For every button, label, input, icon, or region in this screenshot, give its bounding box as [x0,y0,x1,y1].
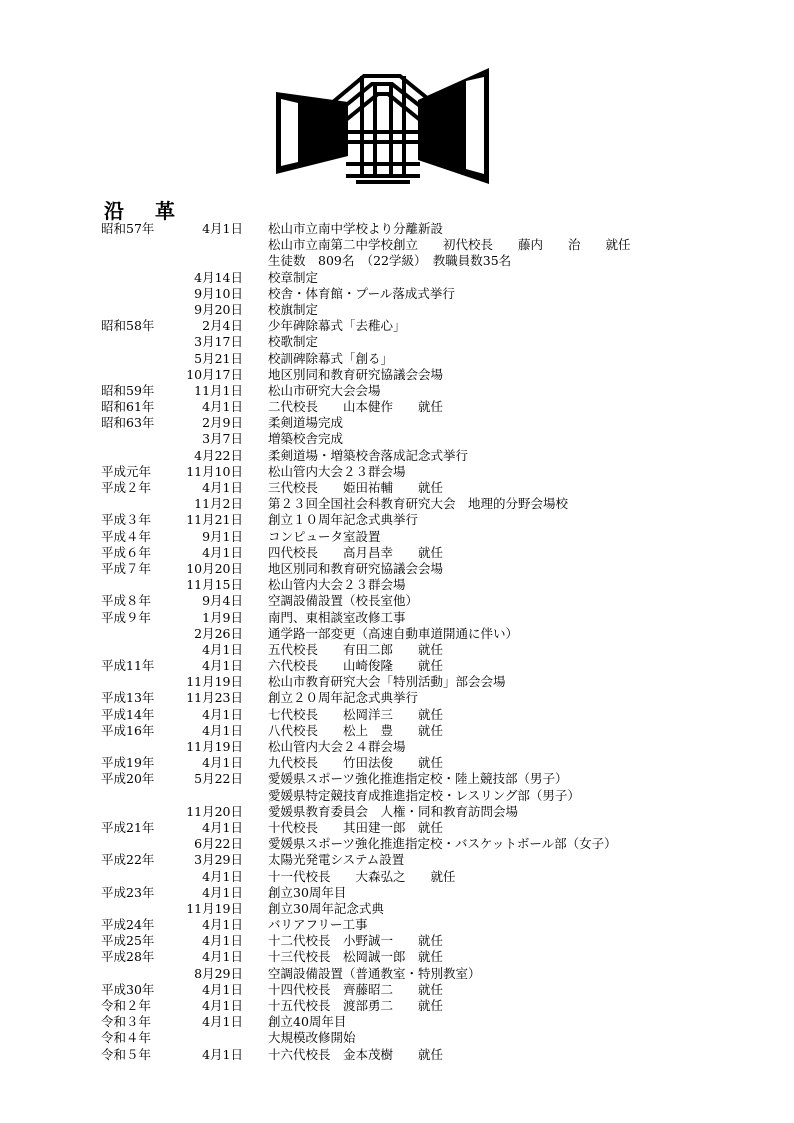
history-event: 柔剣道場完成 [268,415,344,431]
history-era: 平成21年 [101,819,155,835]
history-date: 9月4日 [202,593,243,609]
history-row [101,820,701,836]
history-date: 4月1日 [202,1014,243,1030]
history-row [101,431,701,447]
history-row [101,788,701,804]
history-event: 愛媛県特定競技育成推進指定校・レスリング部（男子） [268,787,580,803]
history-event: 四代校長 高月昌幸 就任 [268,544,444,560]
history-date: 11月1日 [194,382,243,398]
history-event: 五代校長 有田二郎 就任 [268,641,444,657]
history-era: 平成28年 [101,949,155,965]
history-date: 4月1日 [202,933,243,949]
history-era: 平成20年 [101,771,155,787]
history-event: 十六代校長 金本茂樹 就任 [268,1046,444,1062]
history-row [101,739,701,755]
history-row [101,512,701,528]
history-date: 4月1日 [202,722,243,738]
history-era: 平成６年 [101,544,152,560]
history-row [101,221,701,237]
history-date: 11月2日 [194,496,243,512]
history-event: 校旗制定 [268,301,319,317]
history-row [101,593,701,609]
history-event: 松山市研究大会会場 [268,382,381,398]
history-event: 七代校長 松岡洋三 就任 [268,706,444,722]
history-date: 4月1日 [202,884,243,900]
history-date: 4月1日 [202,819,243,835]
history-era: 平成14年 [101,706,155,722]
history-row [101,690,701,706]
history-event: 地区別同和教育研究協議会会場 [268,560,444,576]
history-date: 4月1日 [202,868,243,884]
history-event: 校訓碑除幕式「創る」 [268,350,394,366]
history-event: バリアフリー工事 [268,917,368,933]
history-era: 平成８年 [101,593,152,609]
history-event: 九代校長 竹田法俊 就任 [268,755,444,771]
history-row [101,577,701,593]
history-date: 4月1日 [202,399,243,415]
history-era: 昭和63年 [101,415,155,431]
history-row [101,901,701,917]
history-row [101,723,701,739]
history-event: 六代校長 山崎俊隆 就任 [268,658,444,674]
history-row [101,869,701,885]
history-row [101,658,701,674]
history-date: 4月1日 [202,755,243,771]
history-date: 4月1日 [202,998,243,1013]
history-row [101,253,701,269]
history-event: 柔剣道場・増築校舎落成記念式挙行 [268,447,469,463]
history-era: 令和２年 [101,998,152,1013]
history-date: 9月10日 [194,285,243,301]
history-date: 9月1日 [202,528,243,544]
history-event: 愛媛県スポーツ強化推進指定校・陸上競技部（男子） [268,771,568,787]
history-row [101,496,701,512]
history-row [101,982,701,998]
history-era: 令和５年 [101,1046,152,1062]
history-event: 第２３回全国社会科教育研究大会 地理的分野会場校 [268,496,569,512]
history-row [101,351,701,367]
history-era: 平成24年 [101,917,155,933]
history-row [101,383,701,399]
history-date: 4月22日 [194,447,243,463]
history-row [101,448,701,464]
history-era: 令和４年 [101,1030,152,1046]
history-date: 11月19日 [186,674,243,690]
history-row [101,917,701,933]
history-event: 愛媛県スポーツ強化推進指定校・バスケットボール部（女子） [268,836,617,852]
history-era: 令和３年 [101,1014,152,1030]
history-event: 地区別同和教育研究協議会会場 [268,366,444,382]
history-event: 校歌制定 [268,334,319,350]
history-row [101,334,701,350]
history-event: 三代校長 姫田祐輔 就任 [268,480,444,495]
history-date: 6月22日 [194,836,243,852]
history-era: 平成16年 [101,722,155,738]
history-event: 八代校長 松上 豊 就任 [268,722,444,738]
history-date: 4月1日 [202,917,243,933]
history-event: 増築校舎完成 [268,431,344,447]
history-era: 平成19年 [101,755,155,771]
history-event: 創立１０周年記念式典挙行 [268,512,419,528]
history-event: 生徒数 809名 （22学級） 教職員数35名 [268,253,512,269]
history-event: 松山市立南中学校より分離新設 [268,221,444,236]
history-era: 平成元年 [101,463,152,479]
history-row [101,885,701,901]
history-date: 11月19日 [186,739,243,754]
history-era: 平成23年 [101,884,155,900]
history-date: 2月4日 [202,318,243,334]
history-event: コンピュータ室設置 [268,528,381,544]
history-date: 9月20日 [194,301,243,317]
history-event: 南門、東相談室改修工事 [268,609,406,625]
history-row [101,610,701,626]
history-list [101,221,701,1063]
history-date: 2月26日 [194,625,243,641]
history-date: 11月23日 [186,690,243,706]
history-era: 平成13年 [101,690,155,706]
history-row [101,836,701,852]
history-row [101,561,701,577]
history-era: 平成７年 [101,560,152,576]
history-date: 8月29日 [194,965,243,981]
history-date: 1月9日 [202,609,243,625]
history-row [101,674,701,690]
history-era: 昭和61年 [101,399,155,415]
history-era: 昭和59年 [101,382,155,398]
history-row [101,707,701,723]
history-era: 平成11年 [101,658,155,674]
history-event: 松山管内大会２４群会場 [268,739,406,754]
history-event: 通学路一部変更（高速自動車道開通に伴い） [268,625,519,641]
history-date: 5月21日 [194,350,243,366]
history-event: 校章制定 [268,269,319,285]
history-row [101,1030,701,1046]
history-event: 大規模改修開始 [268,1030,356,1046]
history-event: 創立30周年目 [268,884,347,900]
history-event: 創立30周年記念式典 [268,900,384,916]
history-date: 4月1日 [202,658,243,674]
history-date: 11月21日 [186,512,243,528]
history-date: 4月1日 [202,706,243,722]
history-row [101,933,701,949]
history-date: 4月1日 [202,1046,243,1062]
history-event: 十三代校長 松岡誠一郎 就任 [268,949,444,965]
history-date: 4月1日 [202,221,243,236]
history-event: 松山管内大会２３群会場 [268,463,406,479]
history-row [101,286,701,302]
history-date: 11月15日 [186,577,243,593]
history-row [101,626,701,642]
history-row [101,998,701,1014]
history-event: 十代校長 其田建一郎 就任 [268,819,444,835]
history-era: 昭和58年 [101,318,155,334]
history-event: 創立２０周年記念式典挙行 [268,690,419,706]
history-date: 11月19日 [186,900,243,916]
history-date: 11月10日 [186,463,243,479]
history-event: 空調設備設置（校長室他） [268,593,419,609]
page-heading: 沿 革 [104,199,187,223]
history-event: 松山市立南第二中学校創立 初代校長 藤内 治 就任 [268,237,631,253]
history-row [101,480,701,496]
history-date: 10月17日 [186,366,243,382]
history-era: 平成22年 [101,852,155,868]
history-row [101,399,701,415]
history-event: 二代校長 山本健作 就任 [268,399,444,415]
history-event: 十二代校長 小野誠一 就任 [268,933,444,949]
history-date: 2月9日 [202,415,243,431]
history-row [101,755,701,771]
history-era: 平成４年 [101,528,152,544]
history-era: 平成２年 [101,480,152,495]
history-row [101,270,701,286]
history-row [101,545,701,561]
history-row [101,237,701,253]
history-era: 平成25年 [101,933,155,949]
history-row [101,318,701,334]
history-date: 10月20日 [186,560,243,576]
history-date: 4月1日 [202,641,243,657]
history-date: 5月22日 [194,771,243,787]
history-event: 十一代校長 大森弘之 就任 [268,868,456,884]
history-event: 空調設備設置（普通教室・特別教室） [268,965,481,981]
history-row [101,949,701,965]
history-date: 4月1日 [202,480,243,495]
history-row [101,642,701,658]
history-event: 十五代校長 渡部勇二 就任 [268,998,444,1013]
history-era: 平成30年 [101,981,155,997]
history-event: 校舎・体育館・プール落成式挙行 [268,285,455,301]
history-row [101,1047,701,1063]
history-era: 平成９年 [101,609,152,625]
history-row [101,852,701,868]
history-row [101,464,701,480]
history-row [101,529,701,545]
history-date: 4月14日 [194,269,243,285]
history-row [101,771,701,787]
history-date: 3月17日 [194,334,243,350]
history-date: 3月7日 [202,431,243,447]
history-event: 太陽光発電システム設置 [268,852,405,868]
history-date: 4月1日 [202,949,243,965]
history-date: 11月20日 [186,803,243,819]
history-era: 昭和57年 [101,221,155,236]
history-row [101,804,701,820]
history-row [101,367,701,383]
history-event: 十四代校長 齊藤昭二 就任 [268,981,444,997]
history-row [101,302,701,318]
school-emblem-icon [276,68,489,184]
history-row [101,966,701,982]
history-date: 4月1日 [202,981,243,997]
history-event: 松山管内大会２３群会場 [268,577,406,593]
history-event: 愛媛県教育委員会 人権・同和教育訪問会場 [268,803,519,819]
history-era: 平成３年 [101,512,152,528]
history-row [101,415,701,431]
history-event: 松山市教育研究大会「特別活動」部会会場 [268,674,506,690]
history-event: 少年碑除幕式「去稚心」 [268,318,406,334]
history-date: 4月1日 [202,544,243,560]
history-row [101,1014,701,1030]
history-date: 3月29日 [194,852,243,868]
history-event: 創立40周年目 [268,1014,347,1030]
